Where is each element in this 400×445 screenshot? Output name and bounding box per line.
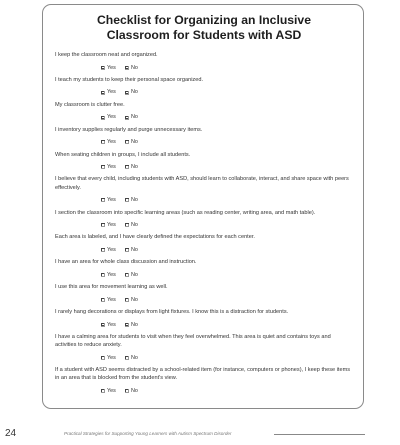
checklist-item — [55, 151, 353, 176]
yes-label: Yes — [106, 246, 116, 253]
no-checkbox[interactable] — [125, 323, 129, 327]
yes-checkbox[interactable] — [101, 140, 105, 144]
yes-checkbox[interactable] — [101, 198, 105, 202]
yes-option[interactable] — [101, 139, 125, 145]
no-checkbox[interactable] — [125, 389, 129, 393]
answer-options — [101, 316, 353, 333]
yes-option[interactable] — [101, 297, 125, 303]
checklist-question: I believe that every child, including students with ASD, should learn to collaborate, interact, and share space with peers effectively. — [55, 176, 349, 191]
yes-option[interactable] — [101, 388, 125, 394]
no-checkbox[interactable] — [125, 356, 129, 360]
no-checkbox[interactable] — [125, 91, 129, 95]
checklist-question: When seating children in groups, I include all students. — [55, 151, 191, 158]
yes-option[interactable] — [101, 247, 125, 253]
no-checkbox[interactable] — [125, 198, 129, 202]
no-label: No — [130, 164, 138, 171]
running-title: Practical Strategies for Supporting Young Learners with Autism Spectrum Disorder — [64, 431, 232, 436]
checklist-box — [42, 4, 364, 409]
yes-label: Yes — [106, 89, 116, 96]
yes-label: Yes — [106, 114, 116, 121]
answer-options — [101, 383, 353, 400]
answer-options — [101, 134, 353, 151]
yes-checkbox[interactable] — [101, 298, 105, 302]
yes-label: Yes — [106, 222, 116, 229]
checklist-item — [55, 283, 353, 308]
no-option[interactable] — [125, 247, 149, 253]
checklist-item — [55, 209, 353, 234]
yes-label: Yes — [106, 197, 116, 204]
no-label: No — [130, 89, 138, 96]
checklist-item — [55, 233, 353, 258]
no-option[interactable] — [125, 272, 149, 278]
yes-checkbox[interactable] — [101, 273, 105, 277]
answer-options — [101, 349, 353, 366]
no-checkbox[interactable] — [125, 248, 129, 252]
yes-checkbox[interactable] — [101, 248, 105, 252]
title-line-1: Checklist for Organizing an Inclusive — [96, 13, 311, 27]
no-option[interactable] — [125, 139, 149, 145]
answer-options — [101, 59, 353, 76]
answer-options — [101, 217, 353, 234]
checklist-item — [55, 101, 353, 126]
answer-options — [101, 159, 353, 176]
yes-option[interactable] — [101, 197, 125, 203]
no-option[interactable] — [125, 197, 149, 203]
no-option[interactable] — [125, 222, 149, 228]
yes-option[interactable] — [101, 355, 125, 361]
page-number: 24 — [5, 428, 17, 439]
yes-option[interactable] — [101, 222, 125, 228]
no-label: No — [130, 114, 138, 121]
no-option[interactable] — [125, 322, 149, 328]
no-checkbox[interactable] — [125, 298, 129, 302]
checklist-question: If a student with ASD seems distracted by a school-related item (for instance, computers or phones), I keep these items in an area that is blocked from the student's view. — [55, 367, 351, 382]
no-option[interactable] — [125, 114, 149, 120]
yes-checkbox[interactable] — [101, 389, 105, 393]
no-checkbox[interactable] — [125, 140, 129, 144]
answer-options — [101, 84, 353, 101]
checklist-item — [55, 366, 353, 399]
yes-label: Yes — [106, 64, 116, 71]
checklist-question: I inventory supplies regularly and purge unnecessary items. — [55, 126, 203, 133]
yes-option[interactable] — [101, 114, 125, 120]
yes-label: Yes — [106, 354, 116, 361]
no-label: No — [130, 222, 138, 229]
checklist-title — [55, 13, 353, 42]
no-label: No — [130, 321, 138, 328]
no-checkbox[interactable] — [125, 66, 129, 70]
yes-option[interactable] — [101, 322, 125, 328]
yes-checkbox[interactable] — [101, 91, 105, 95]
answer-options — [101, 109, 353, 126]
yes-option[interactable] — [101, 65, 125, 71]
checklist-item — [55, 175, 353, 208]
no-label: No — [130, 296, 138, 303]
yes-label: Yes — [106, 387, 116, 394]
no-option[interactable] — [125, 65, 149, 71]
no-option[interactable] — [125, 355, 149, 361]
checklist-item — [55, 308, 353, 333]
checklist-item — [55, 126, 353, 151]
yes-option[interactable] — [101, 272, 125, 278]
checklist-question: I section the classroom into specific learning areas (such as reading center, writing area, and math table). — [55, 209, 316, 216]
yes-checkbox[interactable] — [101, 223, 105, 227]
checklist-question: I use this area for movement learning as well. — [55, 284, 168, 291]
answer-options — [101, 192, 353, 209]
checklist-item — [55, 76, 353, 101]
no-checkbox[interactable] — [125, 273, 129, 277]
answer-options — [101, 267, 353, 284]
yes-checkbox[interactable] — [101, 116, 105, 120]
page-footer — [0, 425, 400, 441]
no-label: No — [130, 64, 138, 71]
no-label: No — [130, 197, 138, 204]
answer-options — [101, 242, 353, 259]
yes-checkbox[interactable] — [101, 356, 105, 360]
yes-label: Yes — [106, 139, 116, 146]
yes-label: Yes — [106, 321, 116, 328]
checklist-question: I have an area for whole class discussion and instruction. — [55, 259, 197, 266]
checklist-question: I keep the classroom neat and organized. — [55, 52, 158, 58]
no-label: No — [130, 139, 138, 146]
checklist-items — [55, 51, 353, 399]
checklist-item — [55, 51, 353, 76]
no-option[interactable] — [125, 164, 149, 170]
yes-label: Yes — [106, 271, 116, 278]
checklist-item — [55, 258, 353, 283]
checklist-item — [55, 333, 353, 366]
no-label: No — [130, 246, 138, 253]
no-label: No — [130, 271, 138, 278]
no-option[interactable] — [125, 297, 149, 303]
yes-checkbox[interactable] — [101, 165, 105, 169]
checklist-question: I have a calming area for students to visit when they feel overwhelmed. This area is quiet and contains toys and activities to reduce anxiety. — [55, 334, 331, 349]
checklist-question: Each area is labeled, and I have clearly defined the expectations for each center. — [55, 234, 255, 241]
checklist-question: My classroom is clutter free. — [55, 101, 125, 108]
no-option[interactable] — [125, 89, 149, 95]
no-option[interactable] — [125, 388, 149, 394]
yes-label: Yes — [106, 296, 116, 303]
no-checkbox[interactable] — [125, 223, 129, 227]
no-label: No — [130, 354, 138, 361]
title-line-2: Classroom for Students with ASD — [106, 27, 302, 42]
checklist-question: I rarely hang decorations or displays from light fixtures. I know this is a distraction for students. — [55, 309, 289, 316]
no-checkbox[interactable] — [125, 116, 129, 120]
answer-options — [101, 291, 353, 308]
yes-checkbox[interactable] — [101, 323, 105, 327]
yes-checkbox[interactable] — [101, 66, 105, 70]
checklist-question: I teach my students to keep their personal space organized. — [55, 76, 204, 83]
yes-option[interactable] — [101, 89, 125, 95]
no-label: No — [130, 387, 138, 394]
yes-label: Yes — [106, 164, 116, 171]
yes-option[interactable] — [101, 164, 125, 170]
footer-rule — [274, 434, 365, 435]
no-checkbox[interactable] — [125, 165, 129, 169]
